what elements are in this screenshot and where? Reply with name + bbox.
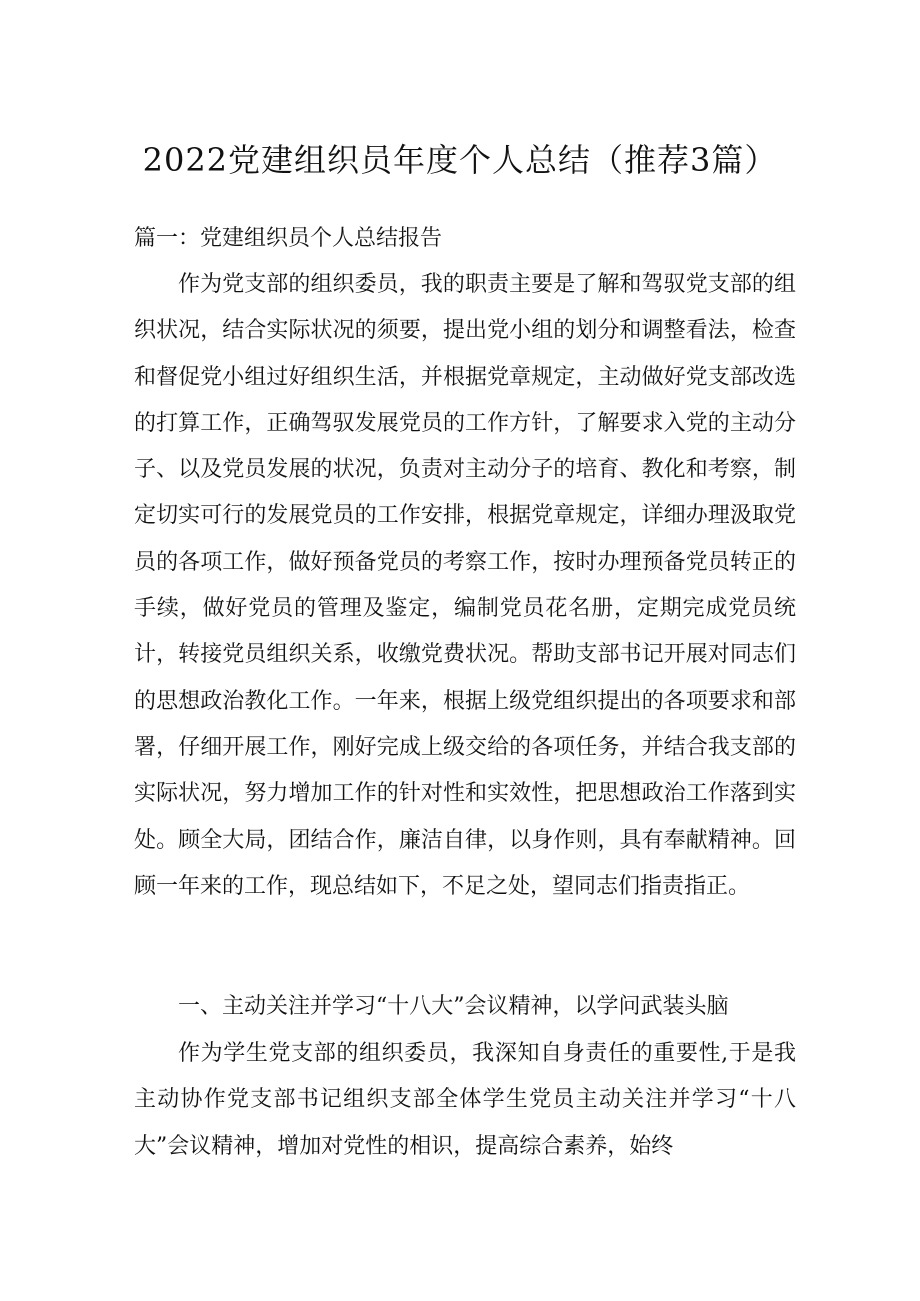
- section-heading: 篇一：党建组织员个人总结报告: [134, 226, 443, 251]
- document-title: 2022党建组织员年度个人总结（推荐3篇）: [142, 141, 778, 179]
- body-paragraph: 作为党支部的组织委员，我的职责主要是了解和驾驭党支部的组织状况，结合实际状况的须要，提出党小组的划分和调整看法，检查和督促党小组过好组织生活，并根据党章规定，主动做好党支部改选的打算工作，正确驾驭发展党员的工作方针，了解要求入党的主动分子、以及党员发展的状况，负责对主动分子的培育、教化和考察，制定切实可行的发展党员的工作安排，根据党章规定，详细办理汲取党员的各项工作，做好预备党员的考察工作，按时办理预备党员转正的手续，做好党员的管理及鉴定，编制党员花名册，定期完成党员统计，转接党员组织关系，收缴党费状况。帮助支部书记开展对同志们的思想政治教化工作。一年来，根据上级党组织提出的各项要求和部署，仔细开展工作，刚好完成上级交给的各项任务，并结合我支部的实际状况，努力增加工作的针对性和实效性，把思想政治工作落到实处。顾全大局，团结合作，廉洁自律，以身作则，具有奉献精神。回顾一年来的工作，现总结如下，不足之处，望同志们指责指正。: [134, 272, 796, 899]
- body-paragraph: 作为学生党支部的组织委员，我深知自身责任的重要性,于是我主动协作党支部书记组织支部全体学生党员主动关注并学习“十八大”会议精神，增加对党性的相识，提高综合素养，始终: [134, 1041, 796, 1159]
- subheading: 一、主动关注并学习“十八大”会议精神，以学问武装头脑: [178, 994, 729, 1019]
